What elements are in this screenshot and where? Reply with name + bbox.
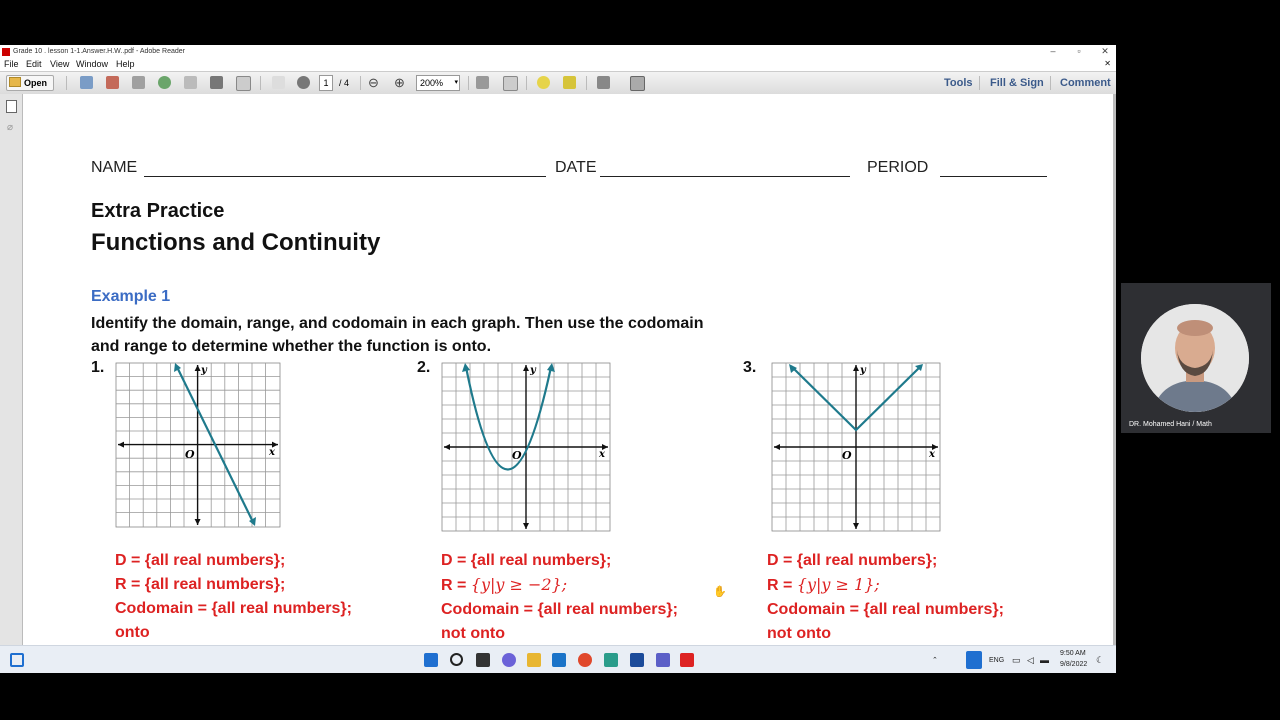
graph-2 bbox=[441, 362, 611, 532]
menu-bar bbox=[0, 59, 1116, 71]
outlook-icon[interactable] bbox=[630, 653, 644, 667]
domain: D = {all real numbers}; bbox=[115, 552, 286, 569]
problem-number: 2. bbox=[417, 359, 431, 376]
verdict: not onto bbox=[767, 625, 831, 642]
chevron-up-icon[interactable]: ⌃ bbox=[932, 657, 938, 664]
menu-edit[interactable]: Edit bbox=[26, 59, 42, 69]
notifications-icon[interactable]: ☾ bbox=[1096, 655, 1105, 665]
page-down-icon[interactable] bbox=[297, 76, 310, 89]
fit-width-icon[interactable] bbox=[503, 76, 518, 91]
date-label: DATE bbox=[555, 159, 597, 176]
folder-icon bbox=[9, 77, 21, 87]
clock-time[interactable]: 9:50 AM bbox=[1060, 650, 1086, 657]
fill-sign-link[interactable]: Fill & Sign bbox=[990, 77, 1044, 89]
example-label: Example 1 bbox=[91, 288, 171, 305]
zoom-value: 200% bbox=[420, 78, 444, 88]
volume-icon[interactable]: ◁ bbox=[1027, 655, 1034, 665]
y-axis-label: y bbox=[860, 365, 866, 376]
highlight-icon[interactable] bbox=[563, 76, 576, 89]
toolbar-separator bbox=[1050, 76, 1051, 90]
domain: D = {all real numbers}; bbox=[441, 552, 612, 569]
create-pdf-icon[interactable] bbox=[80, 76, 93, 89]
axes bbox=[774, 365, 938, 529]
clock-date[interactable]: 9/8/2022 bbox=[1060, 661, 1088, 668]
date-line bbox=[600, 176, 850, 177]
page-title: Functions and Continuity bbox=[91, 229, 381, 256]
answer-1 bbox=[115, 549, 352, 645]
graph-3 bbox=[771, 362, 941, 532]
open-label: Open bbox=[24, 78, 48, 88]
range bbox=[441, 573, 678, 598]
hand-tool-icon[interactable] bbox=[630, 76, 645, 91]
parabola bbox=[466, 367, 551, 470]
verdict: not onto bbox=[441, 625, 505, 642]
edit-icon[interactable] bbox=[132, 76, 145, 89]
vertical-scrollbar[interactable] bbox=[1113, 94, 1116, 651]
page-total: / 4 bbox=[339, 78, 350, 88]
microphone-icon[interactable] bbox=[966, 651, 982, 669]
adobe-reader-window bbox=[0, 45, 1116, 673]
chrome-icon[interactable] bbox=[578, 653, 592, 667]
window-title: Grade 10 . lesson 1-1.Answer.H.W..pdf - Adobe Reader bbox=[13, 48, 185, 55]
page-number-input[interactable]: 1 bbox=[319, 75, 333, 91]
tools-link[interactable]: Tools bbox=[944, 77, 973, 89]
range-value: {all real numbers}; bbox=[144, 576, 286, 593]
toolbar-separator bbox=[360, 76, 361, 90]
network-icon[interactable]: ▭ bbox=[1012, 655, 1021, 665]
hand-cursor-icon: ✋ bbox=[713, 586, 727, 598]
zoom-in-icon[interactable]: ⊕ bbox=[394, 75, 405, 90]
answer-2 bbox=[441, 549, 678, 646]
x-axis-label: x bbox=[929, 449, 935, 460]
language-indicator[interactable]: ENG bbox=[989, 657, 1005, 664]
zoom-out-icon[interactable]: ⊖ bbox=[368, 75, 379, 90]
widgets-icon[interactable] bbox=[10, 653, 24, 667]
y-axis-label: y bbox=[201, 365, 207, 376]
codomain: Codomain = {all real numbers}; bbox=[767, 601, 1004, 618]
close-document-icon[interactable]: ✕ bbox=[1104, 59, 1111, 68]
open-button[interactable] bbox=[6, 75, 54, 91]
range-prefix: R = bbox=[767, 577, 797, 594]
task-view-icon[interactable] bbox=[476, 653, 490, 667]
page-thumbnails-icon[interactable] bbox=[6, 100, 17, 113]
codomain: Codomain = {all real numbers}; bbox=[115, 600, 352, 617]
start-icon[interactable] bbox=[424, 653, 438, 667]
minimize-button[interactable]: – bbox=[1050, 46, 1056, 56]
webcam-overlay bbox=[1121, 283, 1271, 433]
fit-page-icon[interactable] bbox=[476, 76, 489, 89]
problem-number: 1. bbox=[91, 359, 105, 376]
range-value: {y|y ≥ 1}; bbox=[796, 575, 880, 594]
toolbar-separator bbox=[586, 76, 587, 90]
instructions: Identify the domain, range, and codomain in each graph. Then use the codomain and range to determine whether the function is onto. bbox=[91, 315, 704, 355]
codomain: Codomain = {all real numbers}; bbox=[441, 601, 678, 618]
document-page bbox=[23, 94, 1113, 651]
name-line bbox=[144, 176, 546, 177]
origin-label: O bbox=[185, 448, 195, 461]
zoom-select[interactable] bbox=[416, 75, 460, 91]
pdf-icon bbox=[2, 48, 10, 56]
menu-window[interactable]: Window bbox=[76, 59, 109, 69]
range-prefix: R = bbox=[115, 576, 145, 593]
presenter-name: DR. Mohamed Hani / Math bbox=[1129, 421, 1212, 428]
toolbar-separator bbox=[66, 76, 67, 90]
x-axis-label: x bbox=[599, 449, 605, 460]
app-icon[interactable] bbox=[604, 653, 618, 667]
acrobat-icon[interactable] bbox=[680, 653, 694, 667]
name-label: NAME bbox=[91, 159, 138, 176]
period-line bbox=[940, 176, 1047, 177]
answer-3 bbox=[767, 549, 1004, 646]
mail-icon[interactable] bbox=[552, 653, 566, 667]
close-button[interactable]: ✕ bbox=[1101, 46, 1109, 56]
x-axis-label: x bbox=[269, 447, 275, 458]
menu-file[interactable]: File bbox=[4, 59, 19, 69]
axes bbox=[444, 365, 608, 529]
range-prefix: R = bbox=[441, 577, 471, 594]
navigation-pane bbox=[0, 94, 23, 651]
toolbar-separator bbox=[979, 76, 980, 90]
file-explorer-icon[interactable] bbox=[527, 653, 541, 667]
search-icon[interactable] bbox=[450, 653, 463, 666]
problem-number: 3. bbox=[743, 359, 757, 376]
upload-icon[interactable] bbox=[158, 76, 171, 89]
subtitle: Extra Practice bbox=[91, 200, 225, 222]
y-axis-label: y bbox=[530, 365, 536, 376]
fullscreen-icon[interactable] bbox=[597, 76, 610, 89]
paperclip-icon[interactable]: ⌀ bbox=[7, 122, 14, 133]
teams-icon[interactable] bbox=[656, 653, 670, 667]
domain: D = {all real numbers}; bbox=[767, 552, 938, 569]
toolbar bbox=[0, 71, 1116, 95]
range bbox=[767, 573, 1004, 598]
graph-1 bbox=[115, 362, 281, 528]
period-label: PERIOD bbox=[867, 159, 929, 176]
toolbar-separator bbox=[468, 76, 469, 90]
email-icon[interactable] bbox=[236, 76, 251, 91]
page-up-icon[interactable] bbox=[272, 76, 285, 89]
curve-arrows bbox=[462, 363, 555, 372]
origin-label: O bbox=[512, 449, 522, 462]
toolbar-separator bbox=[526, 76, 527, 90]
comment-icon[interactable] bbox=[537, 76, 550, 89]
maximize-button[interactable]: ▫ bbox=[1077, 46, 1081, 56]
presenter-avatar bbox=[1141, 304, 1249, 412]
range-value: {y|y ≥ −2}; bbox=[470, 575, 568, 594]
verdict: onto bbox=[115, 624, 150, 641]
menu-help[interactable]: Help bbox=[116, 59, 135, 69]
title-bar bbox=[0, 45, 1116, 59]
range bbox=[115, 573, 352, 597]
toolbar-separator bbox=[260, 76, 261, 90]
battery-icon[interactable]: ▬ bbox=[1040, 655, 1049, 665]
origin-label: O bbox=[842, 449, 852, 462]
chevron-down-icon: ▾ bbox=[454, 79, 458, 86]
print-icon[interactable] bbox=[210, 76, 223, 89]
comment-link[interactable]: Comment bbox=[1060, 77, 1111, 89]
combine-icon[interactable] bbox=[106, 76, 119, 89]
windows-taskbar bbox=[0, 645, 1116, 673]
chat-icon[interactable] bbox=[502, 653, 516, 667]
presenter-photo bbox=[1141, 304, 1249, 412]
save-icon[interactable] bbox=[184, 76, 197, 89]
menu-view[interactable]: View bbox=[50, 59, 70, 69]
axes bbox=[118, 365, 278, 525]
